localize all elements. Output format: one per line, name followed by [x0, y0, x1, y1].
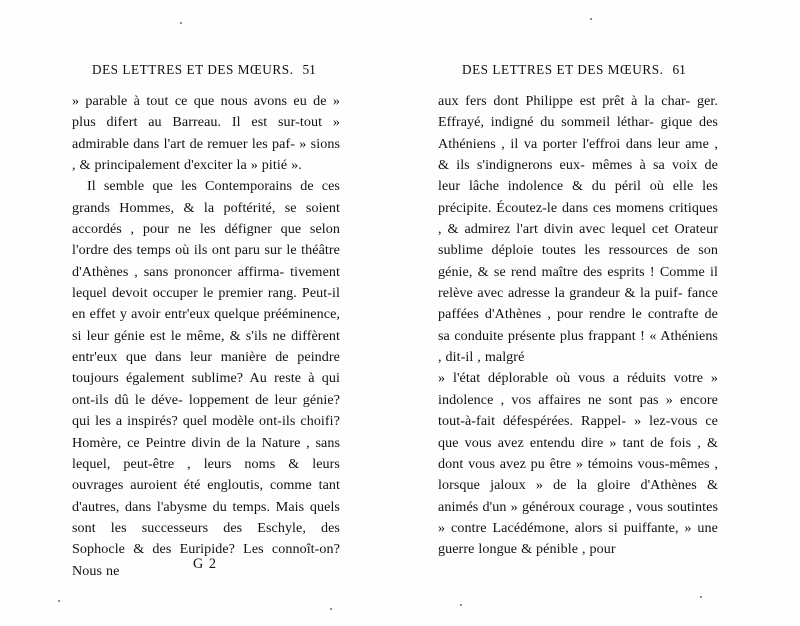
right-folio-number: 61 — [672, 62, 686, 77]
right-running-head-title: DES LETTRES ET DES MŒURS. — [462, 62, 664, 77]
left-running-head — [72, 62, 340, 78]
left-folio-number: 51 — [302, 62, 316, 77]
right-text-column — [438, 62, 718, 561]
right-page — [400, 0, 800, 626]
right-running-head — [438, 62, 718, 78]
paragraph: » l'état déplorable où vous a réduits votre » indolence , vos affaires ne sont pas » encore tout-à-fait défespérées. Rappel- » lez-vous ce que vous avez entendu dire » tant de fois , & dont vous avez pu être » témoins vous-mêmes , lorsque jaloux » de la gloire d'Athènes & animés d'un » généroux courage , vous soutintes » contre Lacédémone, alors si puiffante, » une guerre longue & pénible , pour — [438, 370, 718, 558]
right-body-text — [438, 91, 718, 561]
paragraph: Il semble que les Contemporains de ces grands Hommes, & la poftérité, se soient accordés , pour ne les défigner que selon l'ordre des temps où ils ont paru sur le théâtre d'Athènes , sans prononcer affirma- tivement lequel devoit occuper le premier rang. Peut-il en effet y avoir entr'eux quelque prééminence, si leur génie est le même, & s'ils ne diffèrent entr'eux que dans leur manière de peindre toujours également sublime? Au reste à qui ont-ils dû le déve- loppement de leur génie? qui les a inspirés? quel modèle ont-ils choifi? Homère, ce Peintre divin de la Nature , sans lequel, peut-être , leurs noms & leurs ouvrages auroient été engloutis, comme tant d'autres, dans l'abysme du temps. Mais quels sont les successeurs des Eschyle, des Sophocle & des Euripide? Les connoît-on? Nous ne — [72, 178, 340, 579]
paragraph: » parable à tout ce que nous avons eu de » plus difert au Barreau. Il est sur-tout » admirable dans l'art de remuer les paf- » sions , & principalement d'exciter la » pitié ». — [72, 93, 340, 174]
left-running-head-title: DES LETTRES ET DES MŒURS. — [92, 62, 294, 77]
left-text-column — [72, 62, 340, 582]
left-signature-mark: G 2 — [193, 556, 217, 572]
left-body-text — [72, 91, 340, 582]
paragraph: aux fers dont Philippe est prêt à la char- ger. Effrayé, indigné du sommeil léthar- gique des Athéniens , il va porter l'effroi dans leur ame , & ils s'indignerons eux- mêmes à sa voix de leur lâche indolence & du péril où elle les précipite. Écoutez-le dans ces momens critiques , & admirez l'art divin avec lequel cet Orateur sublime déploie toutes les ressources de son génie, & se rend maître des esprits ! Comme il relève avec adresse la grandeur & la puif- fance paffées d'Athènes , pour rendre le contrafte de sa conduite présente plus frappant ! « Athéniens , dit-il , malgré — [438, 93, 718, 366]
